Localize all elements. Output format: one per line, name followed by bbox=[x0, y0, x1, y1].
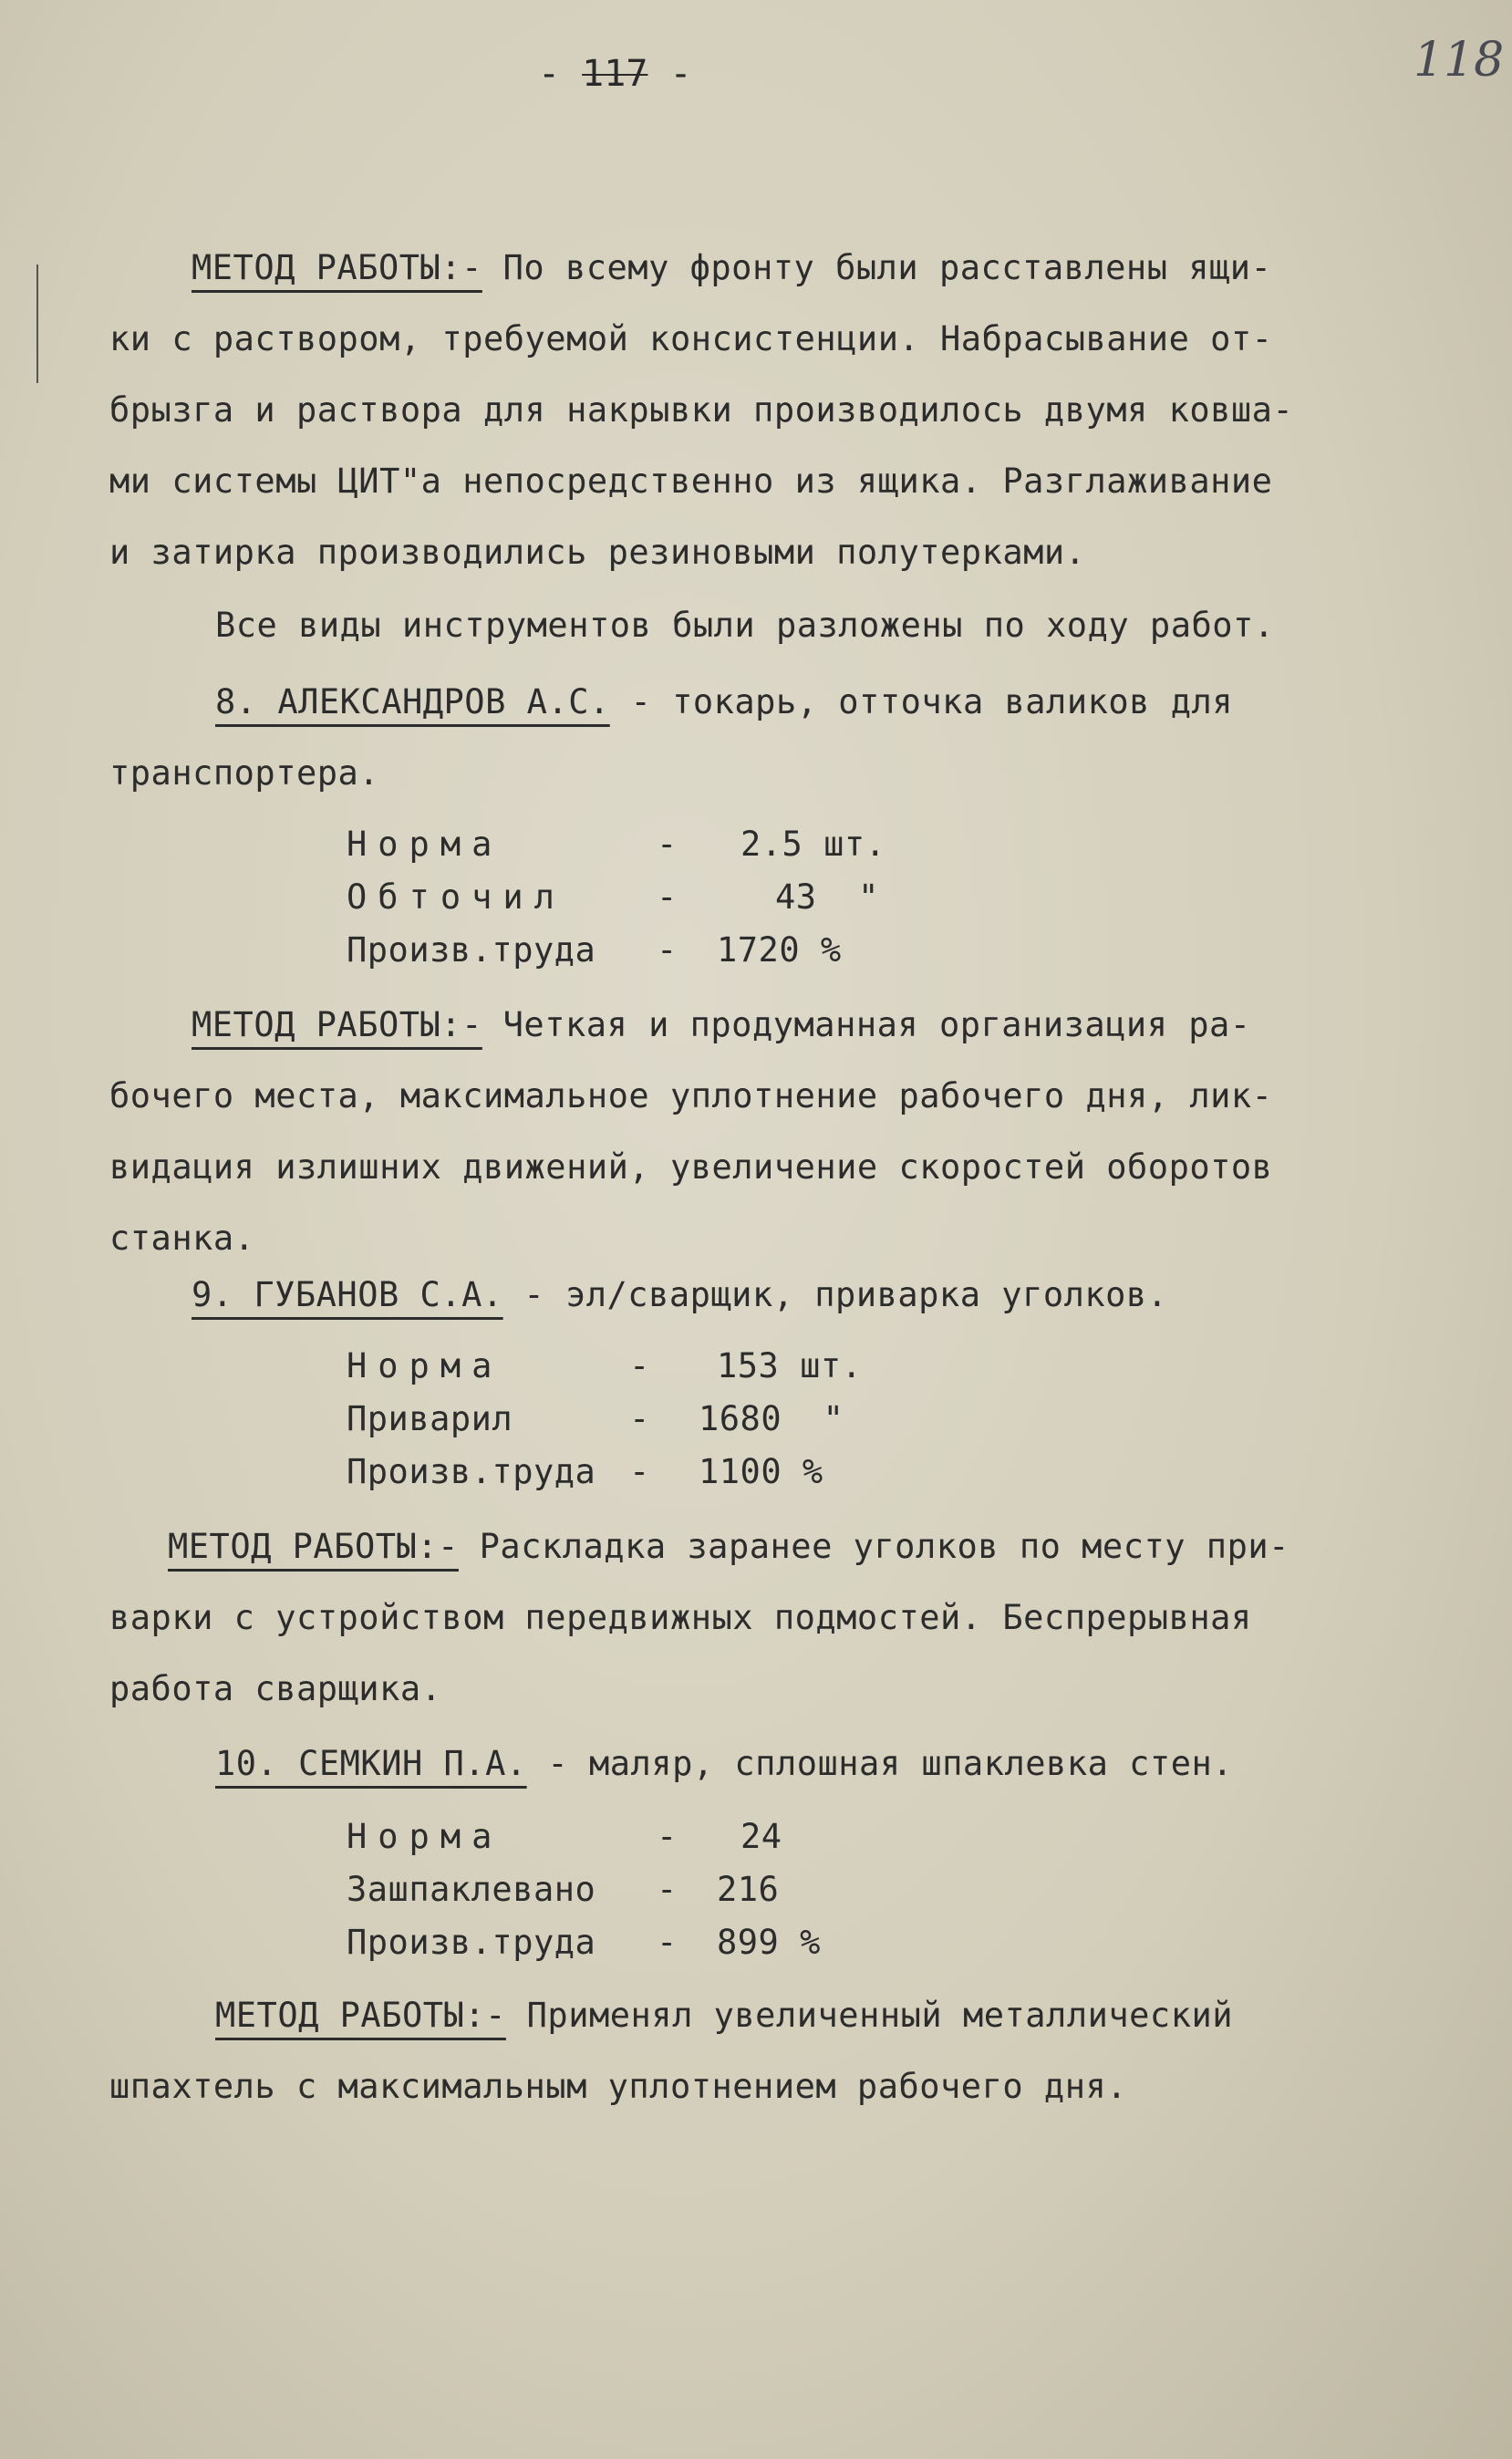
stat-dash: - bbox=[657, 1923, 678, 1962]
page-number: - 117 - bbox=[538, 53, 692, 95]
entry-title: 8. АЛЕКСАНДРОВ А.С. bbox=[215, 682, 610, 721]
stat-dash: - bbox=[629, 1452, 650, 1491]
stat-dash: - bbox=[657, 877, 678, 917]
stat-label: Норма bbox=[347, 1817, 503, 1856]
stat-value: 1720 % bbox=[717, 930, 842, 970]
stat-value: 1680 " bbox=[699, 1399, 844, 1438]
entry-title: 10. СЕМКИН П.А. bbox=[215, 1744, 527, 1783]
method-line: и затирка производились резиновыми полутерками. bbox=[109, 533, 1086, 572]
method-line: ми системы ЦИТ"а непосредственно из ящика. Разглаживание bbox=[109, 462, 1273, 501]
method-line: брызга и раствора для накрывки производилось двумя ковша- bbox=[109, 390, 1294, 430]
stat-dash: - bbox=[657, 930, 678, 970]
entry-heading: 9. ГУБАНОВ С.А. - эл/сварщик, приварка уголков. bbox=[192, 1275, 1168, 1314]
stat-label: Норма bbox=[347, 825, 503, 864]
method-heading: МЕТОД РАБОТЫ:- bbox=[192, 1005, 482, 1044]
method-line: МЕТОД РАБОТЫ:- Четкая и продуманная организация ра- bbox=[192, 1005, 1251, 1044]
handwritten-page-number: 118 bbox=[1414, 33, 1505, 88]
method-line: МЕТОД РАБОТЫ:- Применял увеличенный металлический bbox=[215, 1996, 1234, 2035]
stat-label: Произв.труда bbox=[347, 1923, 596, 1962]
stat-label: Произв.труда bbox=[347, 930, 596, 970]
stat-dash: - bbox=[629, 1399, 650, 1438]
method-line: бочего места, максимальное уплотнение рабочего дня, лик- bbox=[109, 1076, 1273, 1115]
entry-heading-cont: транспортера. bbox=[109, 753, 380, 793]
stat-value: 43 " bbox=[775, 877, 879, 917]
entry-heading: 10. СЕМКИН П.А. - маляр, сплошная шпаклевка стен. bbox=[215, 1744, 1234, 1783]
stat-dash: - bbox=[657, 825, 678, 864]
stat-dash: - bbox=[629, 1346, 650, 1385]
stat-label: Приварил bbox=[347, 1399, 513, 1438]
stat-value: 2.5 шт. bbox=[740, 825, 886, 864]
method-line: варки с устройством передвижных подмостей. Беспрерывная bbox=[109, 1598, 1252, 1637]
stat-value: 216 bbox=[717, 1870, 780, 1909]
stat-label: Обточил bbox=[347, 877, 565, 917]
stat-value: 24 bbox=[740, 1817, 782, 1856]
entry-title: 9. ГУБАНОВ С.А. bbox=[192, 1275, 503, 1314]
stat-value: 1100 % bbox=[699, 1452, 823, 1491]
stat-value: 899 % bbox=[717, 1923, 821, 1962]
method-line: работа сварщика. bbox=[109, 1669, 442, 1708]
method-line: МЕТОД РАБОТЫ:- По всему фронту были расставлены ящи- bbox=[192, 248, 1272, 287]
page-number-digits: 117 bbox=[582, 53, 648, 95]
method-line: шпахтель с максимальным уплотнением рабочего дня. bbox=[109, 2067, 1128, 2106]
stat-label: Зашпаклевано bbox=[347, 1870, 596, 1909]
stat-label: Произв.труда bbox=[347, 1452, 596, 1491]
method-line: МЕТОД РАБОТЫ:- Раскладка заранее уголков по месту при- bbox=[168, 1527, 1289, 1566]
method-line: видация излишних движений, увеличение скоростей оборотов bbox=[109, 1147, 1273, 1187]
margin-mark bbox=[36, 265, 38, 383]
stat-dash: - bbox=[657, 1817, 678, 1856]
entry-heading: 8. АЛЕКСАНДРОВ А.С. - токарь, отточка валиков для bbox=[215, 682, 1234, 721]
method-line: ки с раствором, требуемой консистенции. Набрасывание от- bbox=[109, 319, 1273, 358]
method-line: Все виды инструментов были разложены по ходу работ. bbox=[215, 606, 1275, 645]
stat-dash: - bbox=[657, 1870, 678, 1909]
method-line: станка. bbox=[109, 1219, 255, 1258]
method-heading: МЕТОД РАБОТЫ:- bbox=[192, 248, 482, 287]
stat-label: Норма bbox=[347, 1346, 503, 1385]
method-heading: МЕТОД РАБОТЫ:- bbox=[215, 1996, 506, 2035]
method-heading: МЕТОД РАБОТЫ:- bbox=[168, 1527, 459, 1566]
stat-value: 153 шт. bbox=[717, 1346, 863, 1385]
